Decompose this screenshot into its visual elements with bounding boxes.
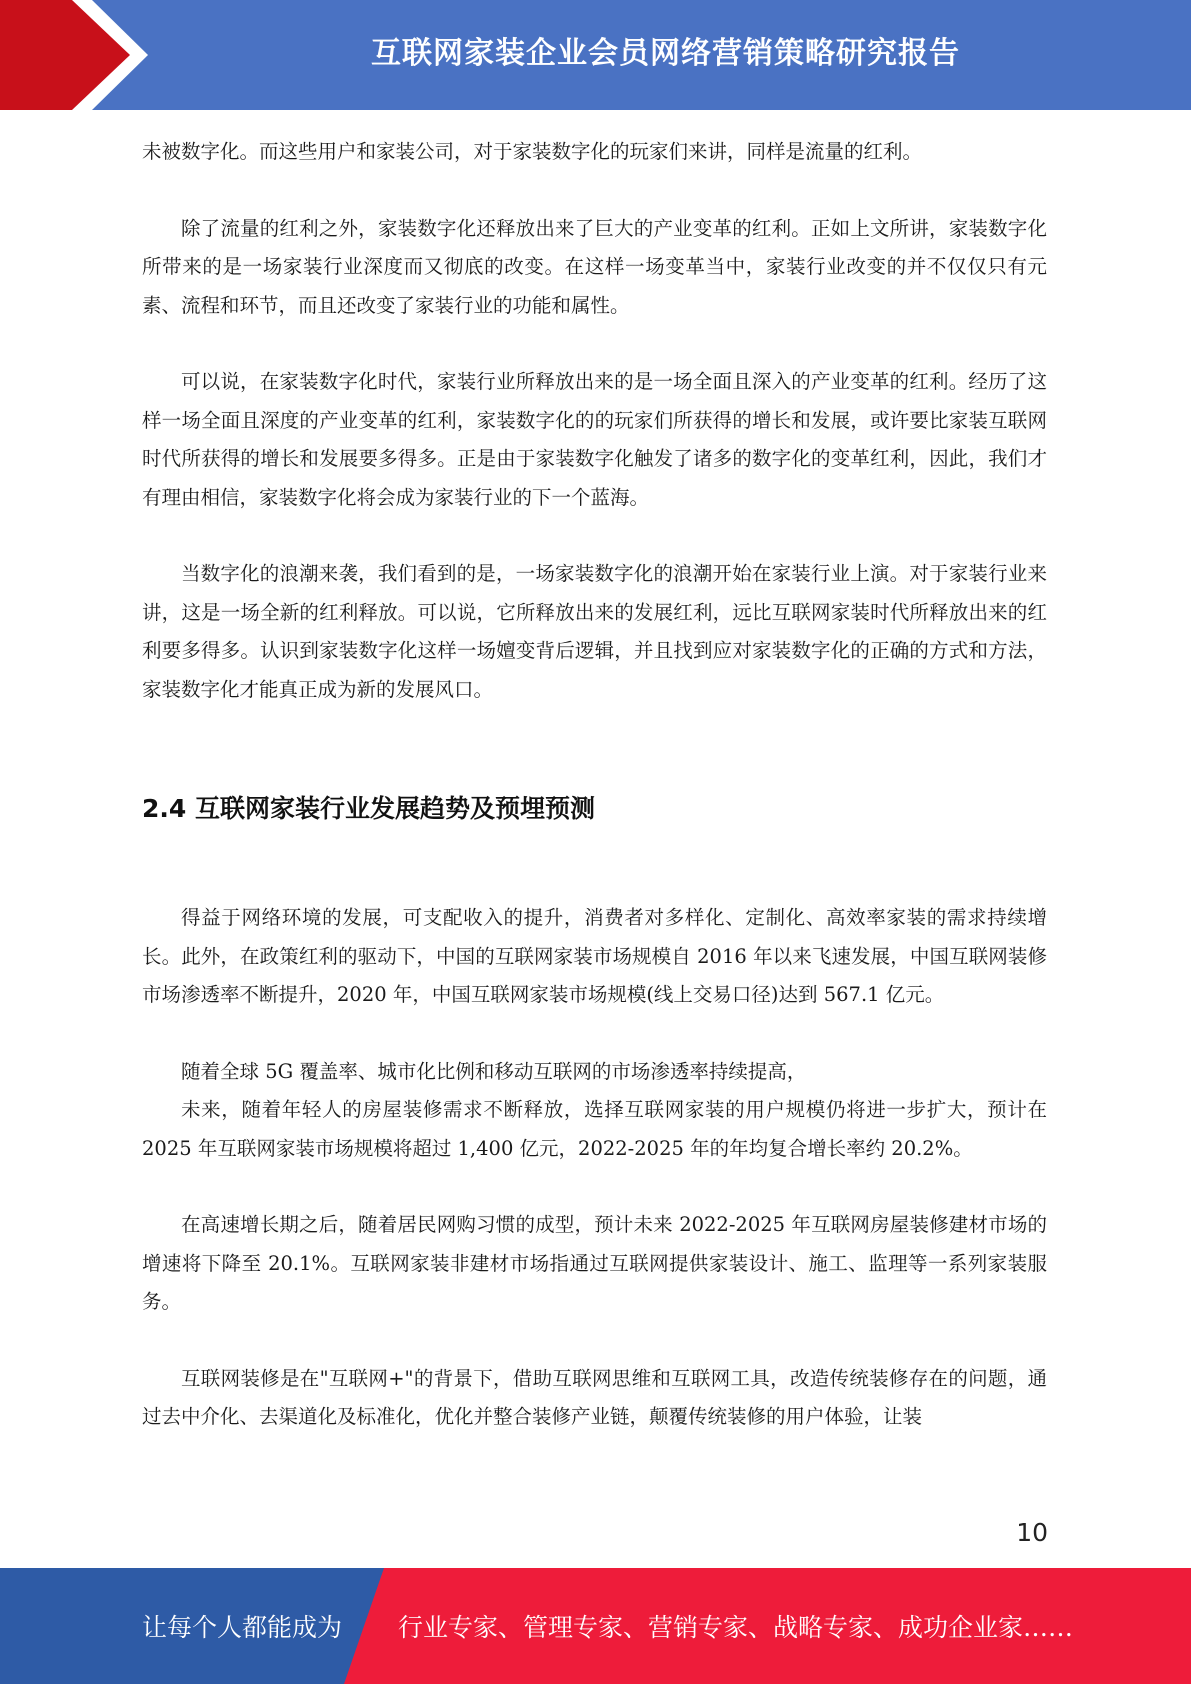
paragraph: 未来，随着年轻人的房屋装修需求不断释放，选择互联网家装的用户规模仍将进一步扩大，预计在 2025 年互联网家装市场规模将超过 1,400 亿元，2022-2025 年的年均复合增长率约 20.2%。 xyxy=(142,1098,1047,1160)
section-heading: 2.4 互联网家装行业发展趋势及预埋预测 xyxy=(142,794,595,823)
page-header xyxy=(0,0,1191,110)
paragraph: 随着全球 5G 覆盖率、城市化比例和移动互联网的市场渗透率持续提高， xyxy=(181,1059,807,1083)
paragraph: 除了流量的红利之外，家装数字化还释放出来了巨大的产业变革的红利。正如上文所讲，家装数字化所带来的是一场家装行业深度而又彻底的改变。在这样一场变革当中，家装行业改变的并不仅仅只有元素、流程和环节，而且还改变了家装行业的功能和属性。 xyxy=(142,216,1047,317)
report-title: 互联网家装企业会员网络营销策略研究报告 xyxy=(371,36,960,71)
paragraph: 可以说，在家装数字化时代，家装行业所释放出来的是一场全面且深入的产业变革的红利。经历了这样一场全面且深度的产业变革的红利，家装数字化的的玩家们所获得的增长和发展，或许要比家装互联网时代所获得的增长和发展要多得多。正是由于家装数字化触发了诸多的数字化的变革红利，因此，我们才有理由相信，家装数字化将会成为家装行业的下一个蓝海。 xyxy=(142,370,1047,509)
paragraph: 得益于网络环境的发展，可支配收入的提升，消费者对多样化、定制化、高效率家装的需求持续增长。此外，在政策红利的驱动下，中国的互联网家装市场规模自 2016 年以来飞速发展，中国互联网装修市场渗透率不断提升，2020 年，中国互联网家装市场规模(线上交易口径)达到 567.1 亿元。 xyxy=(142,906,1047,1006)
paragraph: 未被数字化。而这些用户和家装公司，对于家装数字化的玩家们来讲，同样是流量的红利。 xyxy=(142,140,923,163)
page-footer xyxy=(0,1568,1191,1684)
footer-slogan-left: 让每个人都能成为 xyxy=(142,1613,343,1642)
page-number: 10 xyxy=(1016,1518,1048,1547)
page-content xyxy=(142,133,1047,1437)
footer-slogan-right: 行业专家、管理专家、营销专家、战略专家、成功企业家…… xyxy=(398,1613,1074,1642)
paragraph: 在高速增长期之后，随着居民网购习惯的成型，预计未来 2022-2025 年互联网房屋装修建材市场的增速将下降至 20.1%。互联网家装非建材市场指通过互联网提供家装设计、施工、监理等一系列家装服务。 xyxy=(142,1213,1047,1313)
header-chevron-icon xyxy=(0,0,150,110)
paragraph: 互联网装修是在"互联网+"的背景下，借助互联网思维和互联网工具，改造传统装修存在的问题，通过去中介化、去渠道化及标准化，优化并整合装修产业链，颠覆传统装修的用户体验，让装 xyxy=(142,1366,1047,1428)
paragraph: 当数字化的浪潮来袭，我们看到的是，一场家装数字化的浪潮开始在家装行业上演。对于家装行业来讲，这是一场全新的红利释放。可以说，它所释放出来的发展红利，远比互联网家装时代所释放出来的红利要多得多。认识到家装数字化这样一场嬗变背后逻辑，并且找到应对家装数字化的正确的方式和方法，家装数字化才能真正成为新的发展风口。 xyxy=(142,562,1047,701)
